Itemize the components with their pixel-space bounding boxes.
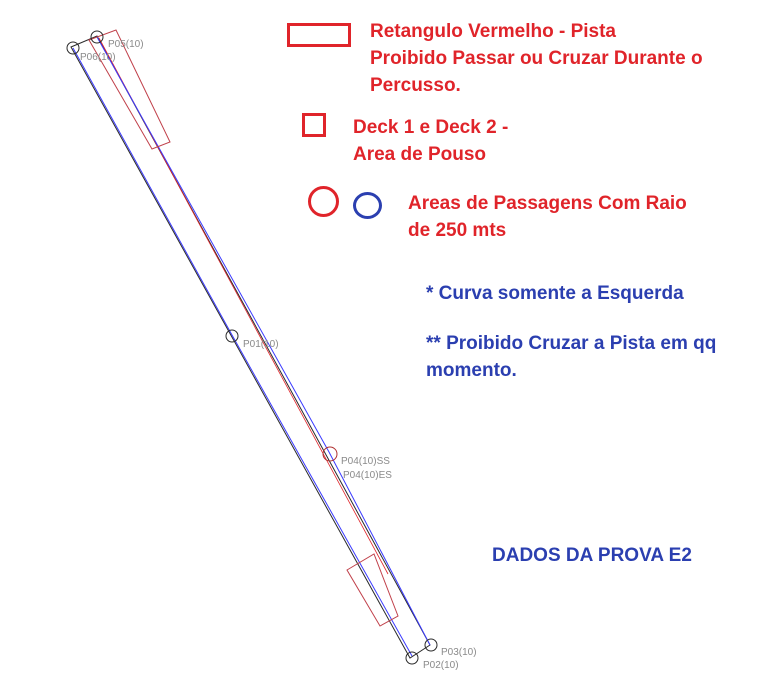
waypoint-p06-label: P06(10) — [80, 52, 116, 63]
legend-runway-rect — [287, 23, 351, 47]
legend-deck-line1: Deck 1 e Deck 2 - — [353, 117, 509, 138]
note-cross — [426, 330, 716, 384]
legend-passage-line1: Areas de Passagens Com Raio — [408, 193, 687, 214]
note-cross-line1: ** Proibido Cruzar a Pista em qq — [426, 333, 717, 354]
waypoint-p04es-label: P04(10)ES — [343, 470, 392, 481]
waypoint-p04ss-label: P04(10)SS — [341, 456, 390, 467]
legend-runway-line3: Percusso. — [370, 75, 461, 96]
legend-runway-line2: Proibido Passar ou Cruzar Durante o — [370, 48, 703, 69]
legend-passage-circle-blue — [353, 192, 382, 219]
note-curve — [426, 280, 684, 307]
waypoint-p01-label: P01(10) — [243, 339, 279, 350]
waypoint-p03-circle — [425, 639, 437, 651]
legend-runway-text — [370, 18, 703, 99]
footer-title — [492, 542, 692, 569]
waypoint-p02-circle — [406, 652, 418, 664]
note-curve-line: * Curva somente a Esquerda — [426, 283, 684, 304]
waypoint-p05-label: P05(10) — [108, 39, 144, 50]
legend-passage-text — [408, 190, 687, 244]
waypoint-p03-label: P03(10) — [441, 647, 477, 658]
legend-deck-line2: Area de Pouso — [353, 144, 487, 165]
waypoint-p02-label: P02(10) — [423, 660, 459, 671]
footer-title-text: DADOS DA PROVA E2 — [492, 545, 692, 566]
legend-runway-line1: Retangulo Vermelho - Pista — [370, 21, 616, 42]
legend-deck-text — [353, 114, 508, 168]
legend-passage-circle-red — [308, 186, 339, 217]
note-cross-line2: momento. — [426, 360, 517, 381]
legend-deck-square — [302, 113, 326, 137]
legend-passage-line2: de 250 mts — [408, 220, 507, 241]
